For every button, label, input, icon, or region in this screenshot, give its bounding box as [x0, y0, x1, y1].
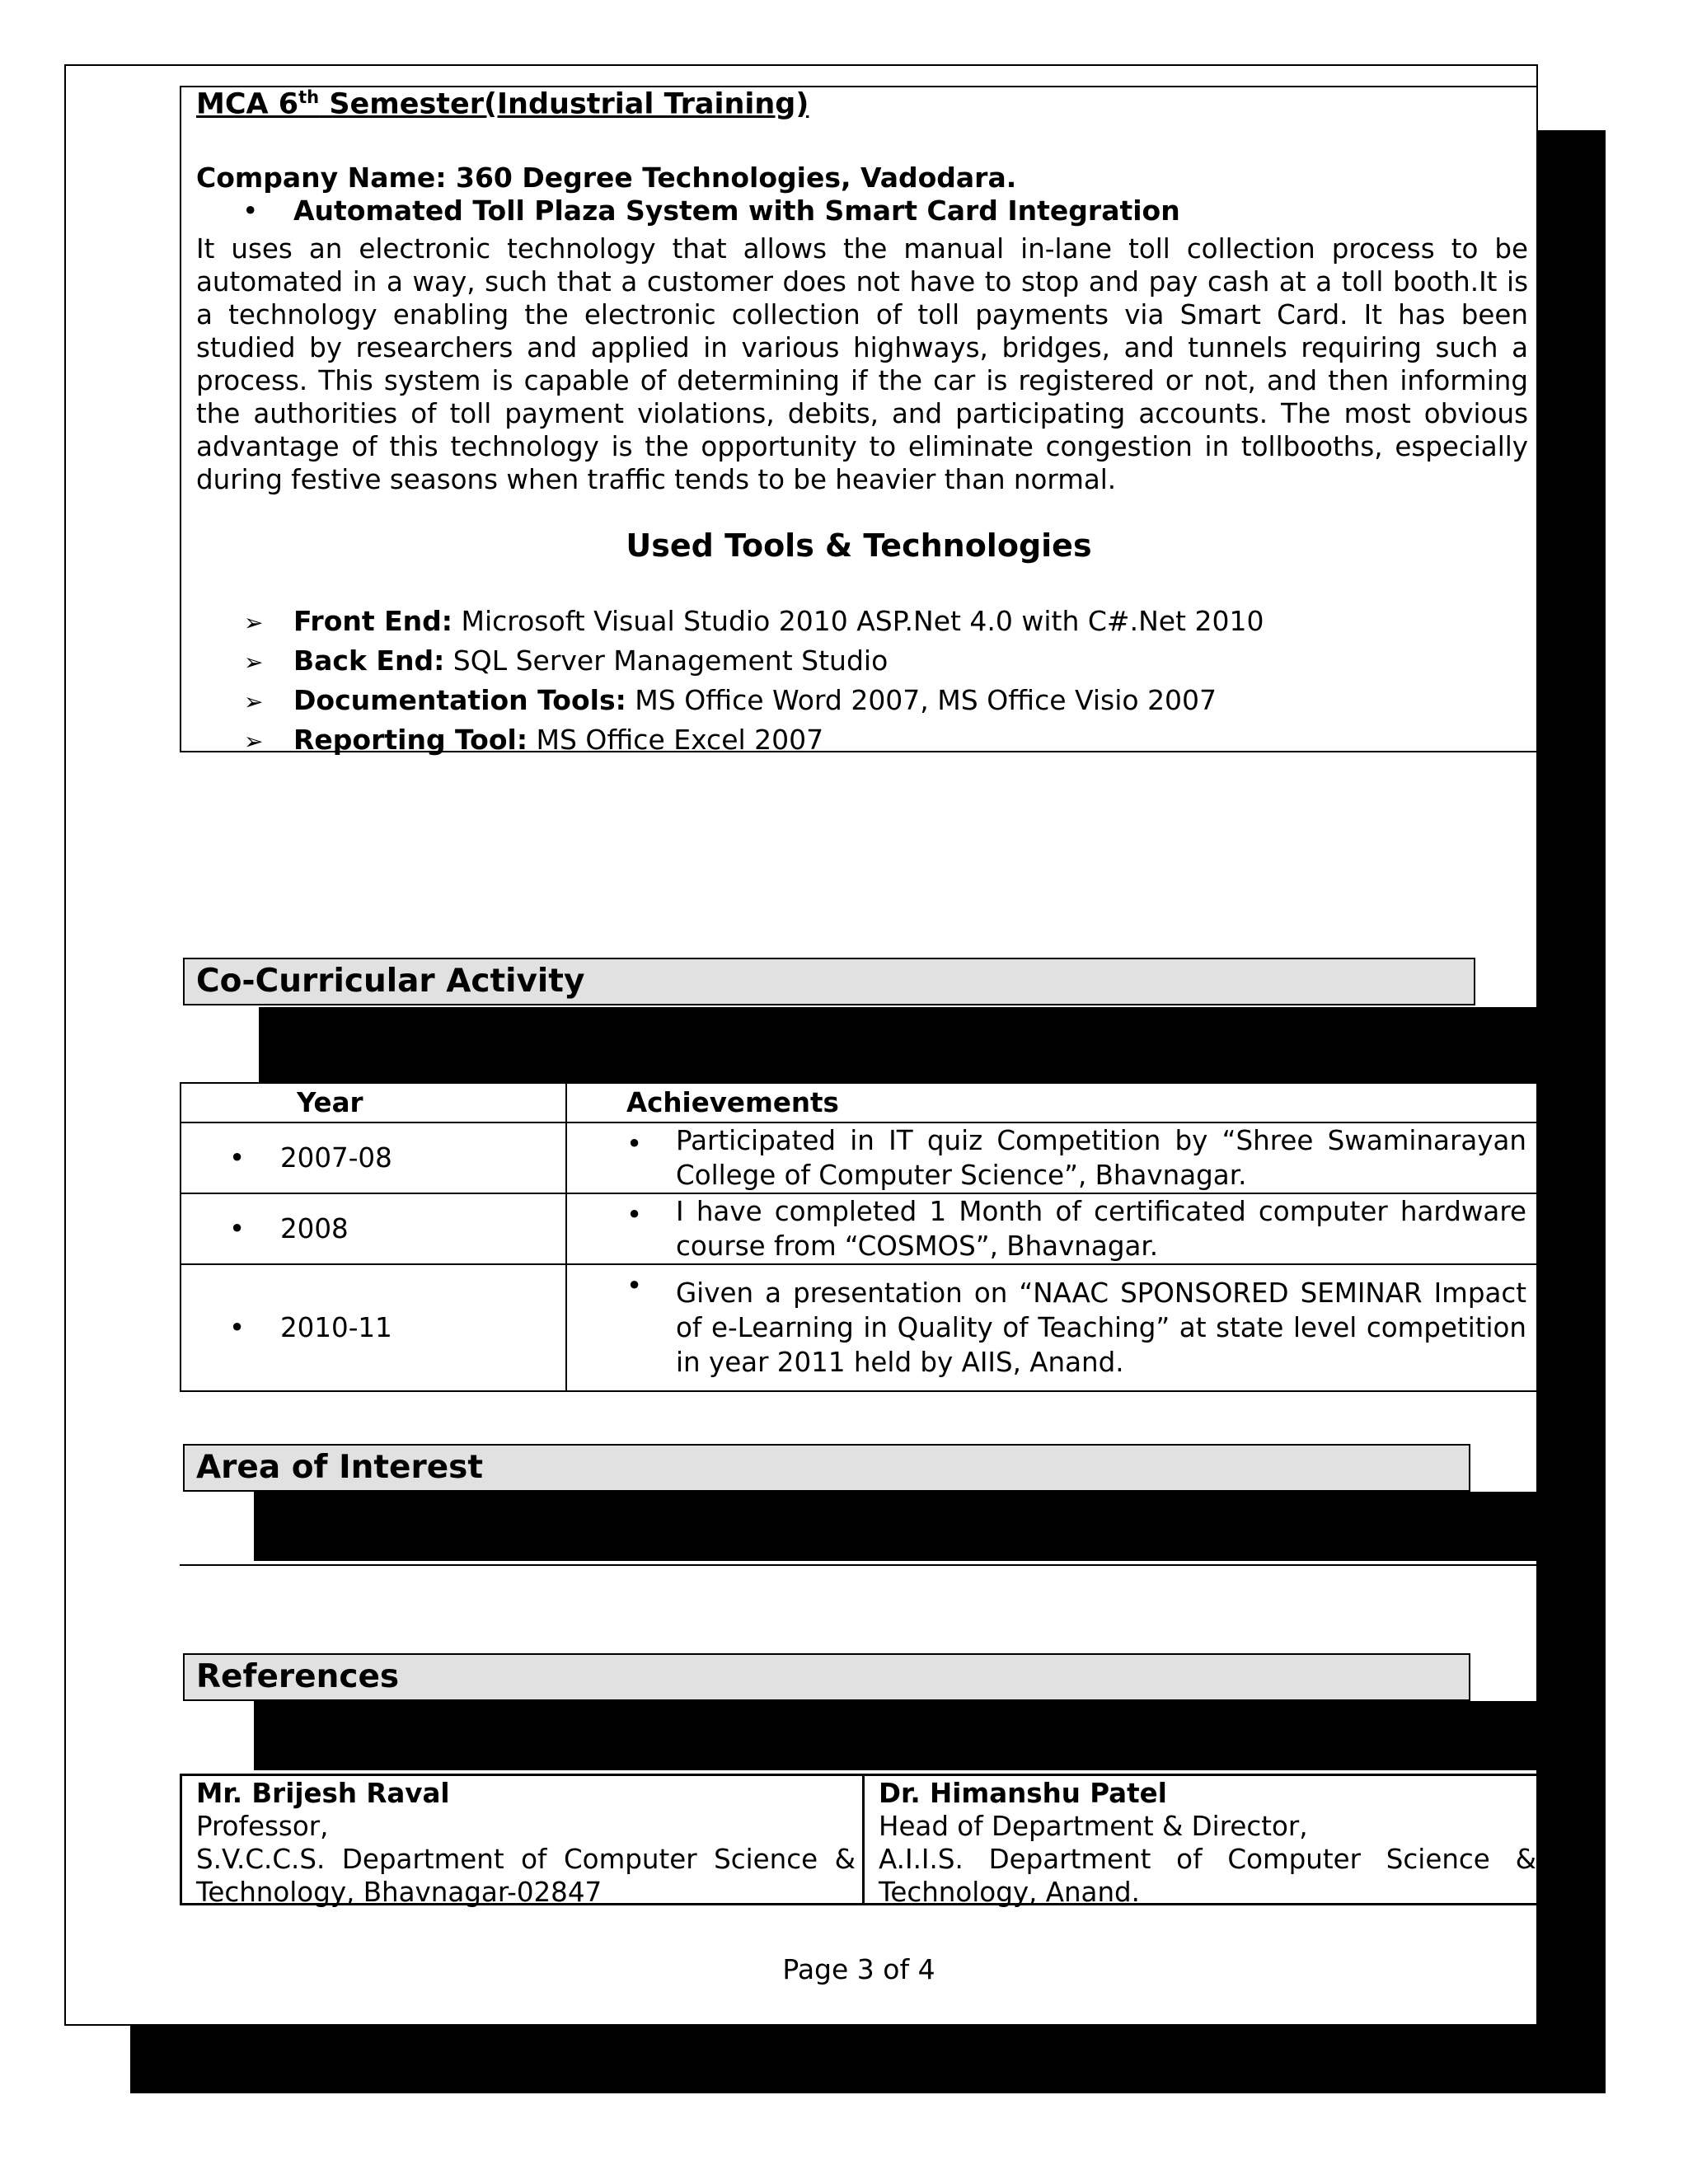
reference-left: [196, 1777, 856, 1909]
section-title-references: References: [196, 1658, 400, 1695]
arrow-bullet-icon: ➢: [244, 649, 264, 676]
section-title-area-of-interest: Area of Interest: [196, 1449, 484, 1486]
achievement-cell: • I have completed 1 Month of certificated computer hardware course from “COSMOS”, Bhavnagar.: [566, 1193, 1538, 1264]
divider: [180, 1564, 1538, 1566]
achievement-cell: • Participated in IT quiz Competition by “Shree Swaminarayan College of Computer Science”, Bhavnagar.: [566, 1122, 1538, 1193]
reference-right: [879, 1777, 1536, 1909]
bullet-icon: •: [229, 1142, 246, 1174]
reference-org: A.I.I.S. Department of Computer Science & Technology, Anand.: [879, 1844, 1536, 1908]
table-row: [181, 1122, 1538, 1193]
tool-item: ➢ Back End: SQL Server Management Studio: [244, 644, 889, 677]
black-band: [254, 1492, 1538, 1561]
year-cell: • 2007-08: [181, 1122, 566, 1193]
page-shadow: [130, 2026, 1606, 2093]
header-year: Year: [181, 1083, 566, 1122]
project-description: It uses an electronic technology that allows the manual in-lane toll collection process to be automated in a way, such that a customer does not have to stop and pay cash at a toll booth.It is a technology enabling the electronic collection of toll payments via Smart Card. It has been studied by researchers and applied in various highways, bridges, and tunnels requiring such a process. This system is capable of determining if the car is registered or not, and then informing the authorities of toll payment violations, debits, and participating accounts. The most obvious advantage of this technology is the opportunity to eliminate congestion in tollbooths, especially during festive seasons when traffic tends to be heavier than normal.: [196, 233, 1528, 495]
arrow-bullet-icon: ➢: [244, 728, 264, 755]
tool-item: ➢ Reporting Tool: MS Office Excel 2007: [244, 724, 824, 756]
bullet-icon: •: [626, 1199, 643, 1230]
project-name: Automated Toll Plaza System with Smart Card Integration: [293, 194, 1180, 227]
reference-role: Professor,: [196, 1811, 329, 1842]
reference-name: Mr. Brijesh Raval: [196, 1778, 450, 1809]
project-title: MCA 6th Semester(Industrial Training): [196, 87, 809, 121]
achievements-table: [180, 1082, 1538, 1392]
reference-name: Dr. Himanshu Patel: [879, 1778, 1167, 1809]
year-cell: • 2010-11: [181, 1264, 566, 1391]
achievement-cell: • Given a presentation on “NAAC SPONSORED SEMINAR Impact of e-Learning in Quality of Teaching” at state level competition in year 2011 held by AIIS, Anand.: [566, 1264, 1538, 1391]
black-band: [259, 1007, 1538, 1083]
arrow-bullet-icon: ➢: [244, 688, 264, 715]
reference-org: S.V.C.C.S. Department of Computer Science & Technology, Bhavnagar-02847: [196, 1844, 856, 1908]
tools-heading: Used Tools & Technologies: [626, 527, 1092, 564]
references-column-divider: [862, 1774, 865, 1905]
reference-role: Head of Department & Director,: [879, 1811, 1308, 1842]
bullet-icon: •: [229, 1213, 246, 1244]
bullet-icon: •: [626, 1270, 643, 1301]
table-header-row: [181, 1083, 1538, 1122]
black-band: [254, 1701, 1538, 1770]
tool-item: ➢ Front End: Microsoft Visual Studio 2010 ASP.Net 4.0 with C#.Net 2010: [244, 605, 1264, 637]
page-shadow: [1538, 130, 1606, 2093]
company-name: Company Name: 360 Degree Technologies, Vadodara.: [196, 162, 1017, 194]
bullet-icon: •: [242, 194, 259, 227]
table-row: [181, 1193, 1538, 1264]
page-number: Page 3 of 4: [782, 1953, 935, 1985]
header-achievements: Achievements: [566, 1083, 1538, 1122]
table-row: [181, 1264, 1538, 1391]
year-cell: • 2008: [181, 1193, 566, 1264]
arrow-bullet-icon: ➢: [244, 609, 264, 636]
bullet-icon: •: [229, 1312, 246, 1343]
tool-item: ➢ Documentation Tools: MS Office Word 2007, MS Office Visio 2007: [244, 684, 1217, 716]
bullet-icon: •: [626, 1128, 643, 1160]
section-title-co-curricular: Co-Curricular Activity: [196, 963, 585, 1000]
